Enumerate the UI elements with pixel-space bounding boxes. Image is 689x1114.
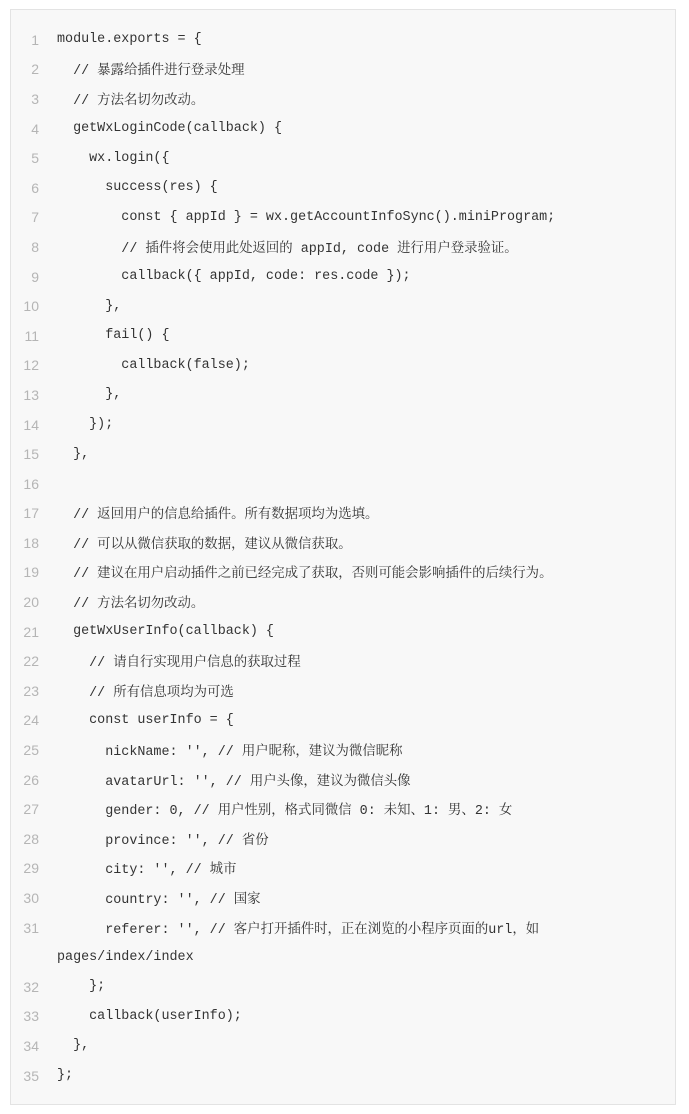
code-text[interactable]: pages/index/index (57, 949, 194, 965)
code-line (11, 706, 675, 736)
code-text[interactable]: getWxUserInfo(callback) { (57, 624, 274, 640)
code-text[interactable]: }; (57, 979, 106, 995)
line-number: 18 (23, 534, 39, 551)
code-line (11, 558, 675, 588)
code-text[interactable]: // 暴露给插件进行登录处理 (57, 64, 245, 80)
code-text[interactable]: // 方法名切勿改动。 (57, 597, 205, 613)
code-line (11, 25, 675, 55)
code-text[interactable]: city: '', // 城市 (57, 863, 237, 879)
code-line (11, 291, 675, 321)
code-line (11, 321, 675, 351)
code-text[interactable]: fail() { (57, 328, 170, 344)
code-text[interactable]: module.exports = { (57, 32, 202, 48)
code-text[interactable]: const { appId } = wx.getAccountInfoSync().miniProgram; (57, 209, 556, 225)
line-number: 31 (23, 919, 39, 936)
code-line (11, 1031, 675, 1061)
code-line (11, 439, 675, 469)
code-line (11, 587, 675, 617)
code-line (11, 380, 675, 410)
code-line (11, 232, 675, 262)
code-text[interactable]: // 插件将会使用此处返回的 appId, code 进行用户登录验证。 (57, 241, 518, 257)
code-text[interactable]: }, (57, 1038, 90, 1054)
line-number: 33 (23, 1008, 39, 1025)
line-number: 26 (23, 771, 39, 788)
code-text[interactable]: callback(false); (57, 357, 250, 373)
code-line (11, 824, 675, 854)
code-text[interactable]: // 返回用户的信息给插件。所有数据项均为选填。 (57, 508, 379, 524)
line-number: 7 (31, 209, 39, 226)
code-line (11, 913, 675, 943)
line-number: 35 (23, 1067, 39, 1084)
line-number: 8 (31, 238, 39, 255)
code-line (11, 143, 675, 173)
line-number: 34 (23, 1037, 39, 1054)
code-line (11, 854, 675, 884)
code-text[interactable]: }, (57, 298, 122, 314)
code-text[interactable]: // 所有信息项均为可选 (57, 685, 234, 701)
code-line (11, 646, 675, 676)
code-line (11, 1002, 675, 1032)
code-text[interactable]: nickName: '', // 用户昵称，建议为微信昵称 (57, 745, 403, 761)
code-text[interactable]: avatarUrl: '', // 用户头像，建议为微信头像 (57, 774, 411, 790)
code-line (11, 883, 675, 913)
code-text[interactable]: // 建议在用户启动插件之前已经完成了获取，否则可能会影响插件的后续行为。 (57, 567, 553, 583)
code-text[interactable]: }, (57, 387, 122, 403)
code-line (11, 114, 675, 144)
line-number: 28 (23, 830, 39, 847)
code-line (11, 972, 675, 1002)
code-text[interactable]: const userInfo = { (57, 712, 234, 728)
code-block (10, 9, 676, 1105)
code-text[interactable]: // 方法名切勿改动。 (57, 93, 205, 109)
code-text[interactable]: wx.login({ (57, 150, 170, 166)
code-line (11, 794, 675, 824)
code-text[interactable]: gender: 0, // 用户性别，格式同微信 0: 未知、1: 男、2: 女 (57, 804, 513, 820)
code-text[interactable]: }, (57, 446, 90, 462)
line-number: 6 (31, 179, 39, 196)
line-number: 30 (23, 890, 39, 907)
line-number: 16 (23, 475, 39, 492)
code-line (11, 735, 675, 765)
line-number: 24 (23, 712, 39, 729)
line-number: 1 (31, 31, 39, 48)
code-line (11, 469, 675, 499)
line-number: 23 (23, 682, 39, 699)
code-line (11, 676, 675, 706)
code-text[interactable]: // 可以从微信获取的数据，建议从微信获取。 (57, 537, 352, 553)
code-text[interactable]: province: '', // 省份 (57, 833, 269, 849)
line-number: 14 (23, 416, 39, 433)
line-number: 32 (23, 978, 39, 995)
line-number: 22 (23, 653, 39, 670)
code-line (11, 203, 675, 233)
line-number: 15 (23, 446, 39, 463)
line-number: 3 (31, 90, 39, 107)
code-text[interactable]: }); (57, 417, 114, 433)
line-number: 13 (23, 386, 39, 403)
code-line (11, 84, 675, 114)
code-text[interactable]: getWxLoginCode(callback) { (57, 121, 282, 137)
line-number: 29 (23, 860, 39, 877)
code-text[interactable]: }; (57, 1068, 74, 1084)
code-line (11, 351, 675, 381)
code-text[interactable]: // 请自行实现用户信息的获取过程 (57, 656, 301, 672)
line-number: 12 (23, 357, 39, 374)
code-line (11, 262, 675, 292)
line-number: 21 (23, 623, 39, 640)
code-text[interactable]: referer: '', // 客户打开插件时，正在浏览的小程序页面的url，如 (57, 922, 540, 938)
line-number: 5 (31, 150, 39, 167)
code-line (11, 528, 675, 558)
line-number: 19 (23, 564, 39, 581)
code-line (11, 1061, 675, 1091)
code-line (11, 765, 675, 795)
line-number: 11 (24, 327, 39, 344)
code-line (11, 173, 675, 203)
line-number: 17 (23, 505, 39, 522)
code-line (11, 617, 675, 647)
code-line (11, 410, 675, 440)
line-number: 2 (31, 61, 39, 78)
line-number: 27 (23, 801, 39, 818)
code-line-wrapped (11, 942, 675, 972)
code-text[interactable]: callback(userInfo); (57, 1008, 242, 1024)
code-text[interactable]: success(res) { (57, 180, 218, 196)
code-line (11, 55, 675, 85)
line-number: 25 (23, 742, 39, 759)
code-text[interactable]: country: '', // 国家 (57, 893, 261, 909)
line-number: 4 (31, 120, 39, 137)
code-line (11, 499, 675, 529)
line-number: 20 (23, 594, 39, 611)
code-lines (11, 25, 675, 1090)
code-text[interactable]: callback({ appId, code: res.code }); (57, 269, 411, 285)
line-number: 10 (23, 298, 39, 315)
line-number: 9 (31, 268, 39, 285)
